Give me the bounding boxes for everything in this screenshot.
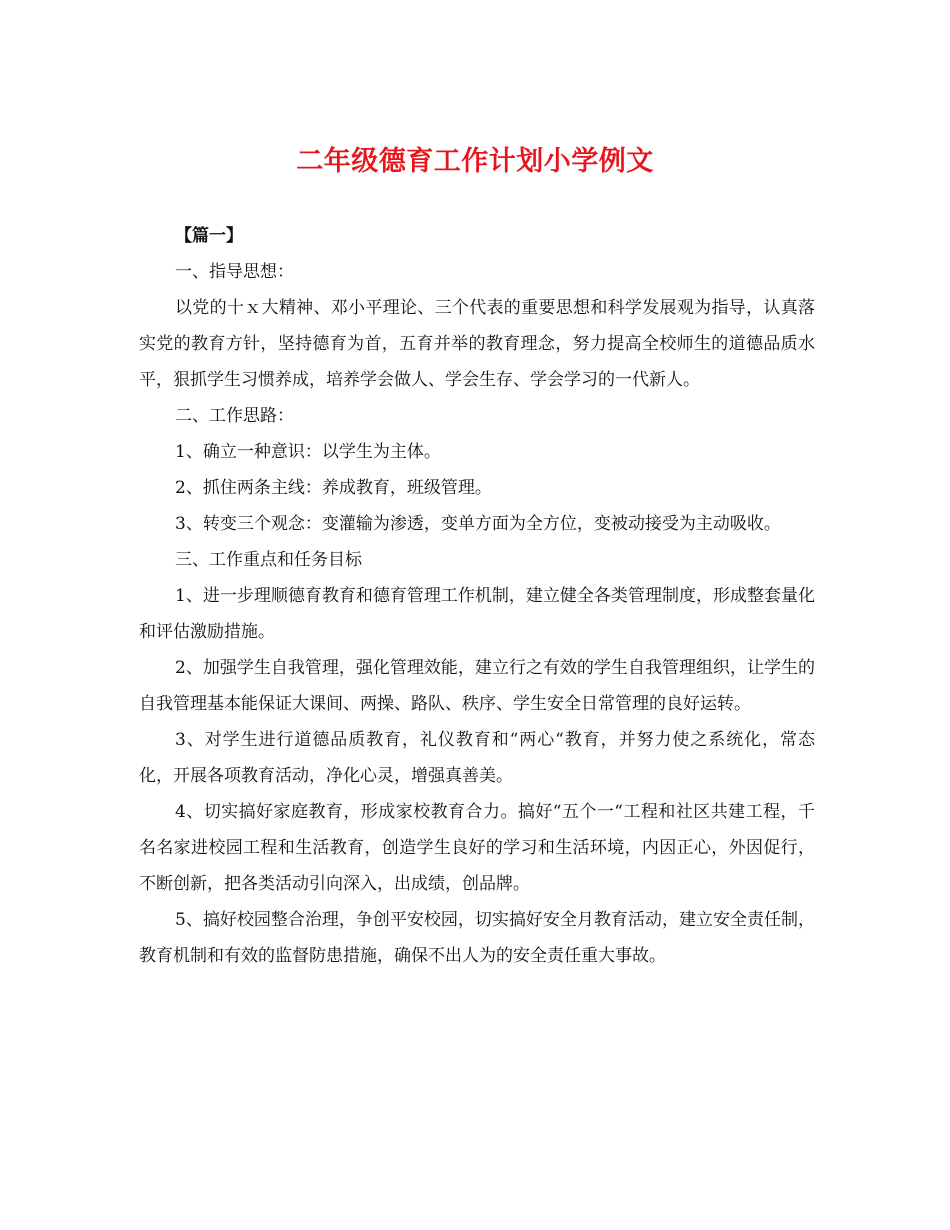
document-body <box>139 218 815 974</box>
list-item-task-5: 5、搞好校园整合治理，争创平安校园，切实搞好安全月教育活动，建立安全责任制，教育机制和有效的监督防患措施，确保不出人为的安全责任重大事故。 <box>139 910 815 966</box>
heading-guiding-thought: 一、指导思想： <box>175 262 294 282</box>
list-item-task-1: 1、进一步理顺德育教育和德育管理工作机制，建立健全各类管理制度，形成整套量化和评估激励措施。 <box>139 586 815 642</box>
list-item-work-idea-1: 1、确立一种意识：以学生为主体。 <box>175 442 441 462</box>
list-item-work-idea-3: 3、转变三个观念：变灌输为渗透，变单方面为全方位，变被动接受为主动吸收。 <box>175 514 781 534</box>
heading-key-tasks: 三、工作重点和任务目标 <box>175 550 362 570</box>
list-item-task-2: 2、加强学生自我管理，强化管理效能，建立行之有效的学生自我管理组织，让学生的自我管理基本能保证大课间、两操、路队、秩序、学生安全日常管理的良好运转。 <box>139 658 815 714</box>
document-title: 二年级德育工作计划小学例文 <box>296 146 654 177</box>
list-item-task-3: 3、对学生进行道德品质教育，礼仪教育和“两心“教育，并努力使之系统化，常态化，开展各项教育活动，净化心灵，增强真善美。 <box>139 730 815 786</box>
paragraph-guiding-thought: 以党的十ｘ大精神、邓小平理论、三个代表的重要思想和科学发展观为指导，认真落实党的教育方针，坚持德育为首，五育并举的教育理念，努力提高全校师生的道德品质水平，狠抓学生习惯养成，培养学会做人、学会生存、学会学习的一代新人。 <box>139 298 815 390</box>
list-item-task-4: 4、切实搞好家庭教育，形成家校教育合力。搞好“五个一“工程和社区共建工程，千名名家进校园工程和生活教育，创造学生良好的学习和生活环境，内因正心，外因促行，不断创新，把各类活动引向深入，出成绩，创品牌。 <box>139 802 815 894</box>
list-item-work-idea-2: 2、抓住两条主线：养成教育，班级管理。 <box>175 478 492 498</box>
heading-work-ideas: 二、工作思路： <box>175 406 294 426</box>
section-tag: 【篇一】 <box>175 226 243 246</box>
